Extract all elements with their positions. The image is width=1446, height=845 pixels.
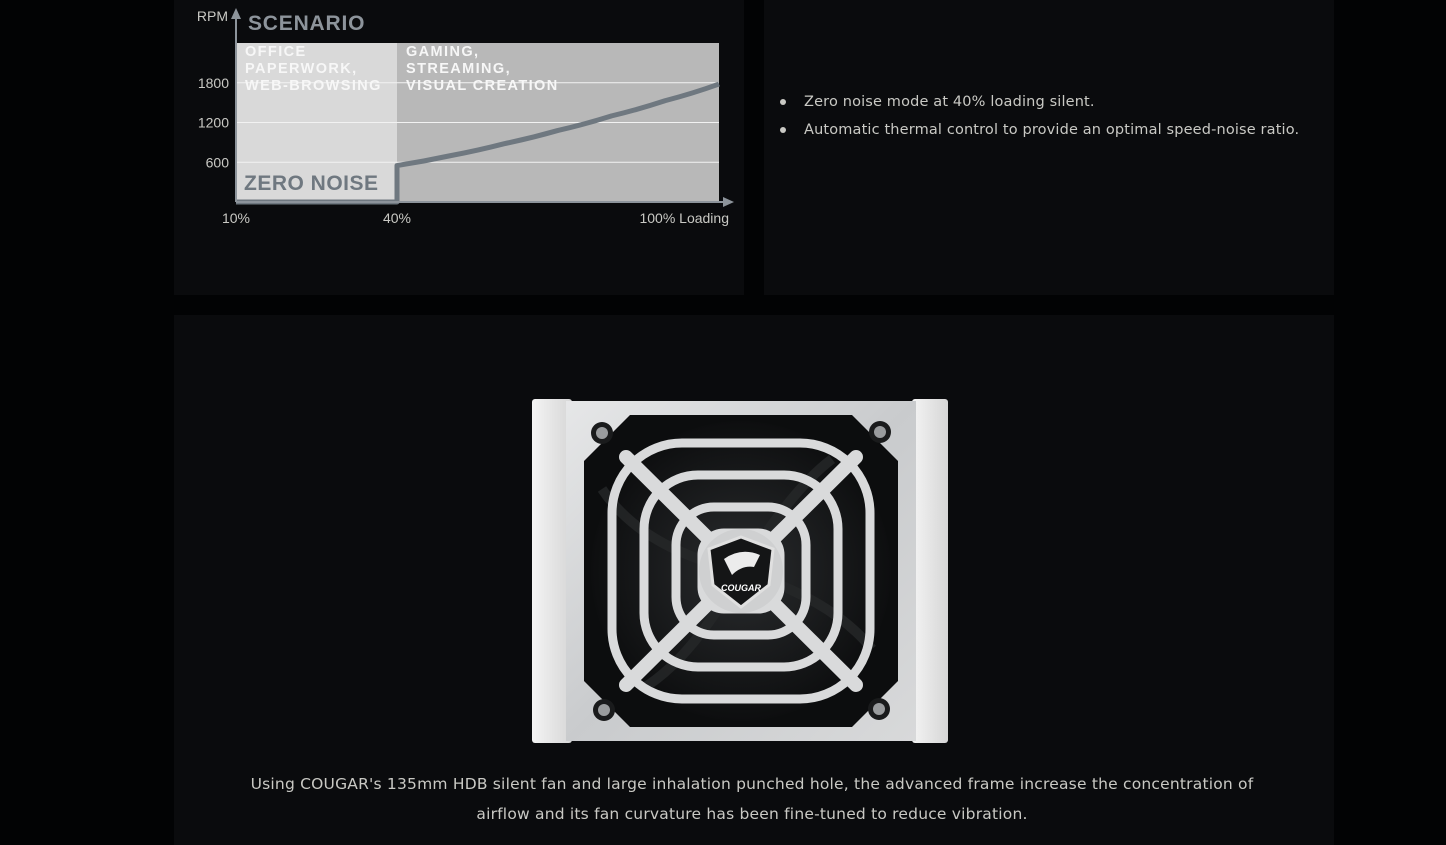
- x-tick-label: 40%: [382, 210, 412, 226]
- scenario-label: VISUAL CREATION: [406, 78, 559, 94]
- fan-speed-chart-panel: [174, 0, 744, 295]
- features-panel: [764, 0, 1334, 295]
- y-axis-label: RPM: [196, 8, 228, 24]
- y-tick-label: 1200: [197, 114, 229, 131]
- scenario-label: WEB-BROWSING: [245, 78, 382, 94]
- y-tick-label: 600: [205, 154, 229, 171]
- bullet-icon: [780, 99, 786, 105]
- scenario-label: STREAMING,: [406, 61, 512, 77]
- x-axis-arrow-icon: [723, 197, 734, 207]
- bullet-icon: [780, 127, 786, 133]
- feature-text: Zero noise mode at 40% loading silent.: [804, 94, 1095, 110]
- psu-fan-image: [532, 399, 950, 745]
- fan-feature-panel: [174, 315, 1334, 845]
- fan-speed-chart: [174, 0, 744, 250]
- feature-list: [780, 91, 1299, 147]
- scenario-label: GAMING,: [406, 44, 480, 60]
- fan-description-line: airflow and its fan curvature has been fine-tuned to reduce vibration.: [476, 805, 1028, 823]
- y-tick-label: 1800: [197, 74, 229, 91]
- x-tick-label: 10%: [221, 210, 251, 226]
- feature-item: [780, 91, 1299, 119]
- scenario-label: PAPERWORK,: [245, 61, 358, 77]
- feature-text: Automatic thermal control to provide an optimal speed-noise ratio.: [804, 122, 1300, 138]
- zero-noise-label: ZERO NOISE: [244, 172, 379, 195]
- chart-heading: SCENARIO: [248, 12, 366, 35]
- feature-item: [780, 119, 1299, 147]
- scenario-label: OFFICE: [245, 44, 307, 60]
- cougar-logo-text: COUGAR: [721, 583, 761, 593]
- fan-description: [234, 769, 1270, 829]
- x-tick-label: 100% Loading: [639, 210, 729, 226]
- y-axis-arrow-icon: [231, 8, 241, 19]
- fan-description-line: Using COUGAR's 135mm HDB silent fan and large inhalation punched hole, the advanced frame increase the concentration of: [250, 775, 1254, 793]
